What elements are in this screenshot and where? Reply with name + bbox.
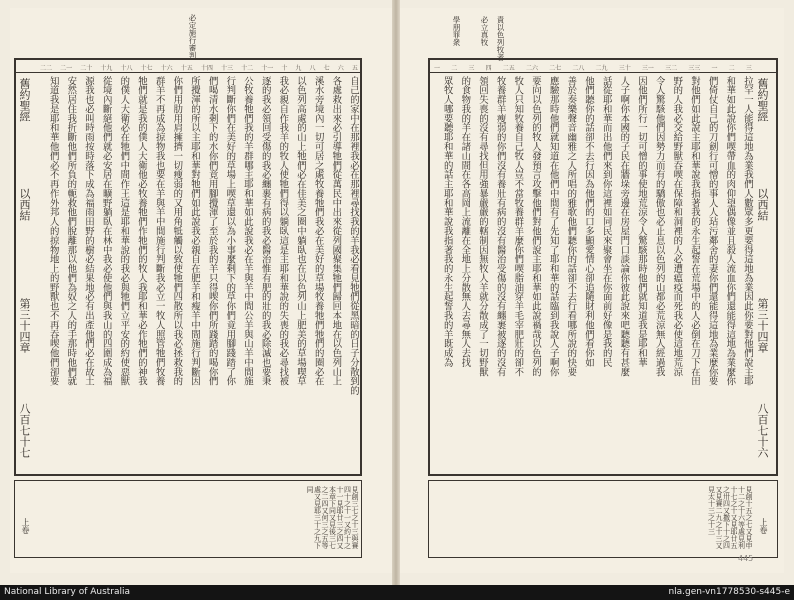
verse-number: 二一 [60, 65, 73, 72]
text-column: 群羊不再成為掠物我也要在羊與羊中間施行判斷我必立一牧人照管牠們牧養 [153, 76, 165, 386]
text-column: 安然居住我折斷他們所負的軛救他們脫離那以他們為奴之人的手那時他們就 [65, 76, 77, 386]
text-column: 牧養群羊瘦弱的你們沒有養壯有病的沒有醫治受傷的沒有纏裹被逐的沒有 [494, 76, 506, 377]
right-book-name: 以西結 [756, 188, 769, 221]
verse-number: 十七 [140, 65, 153, 72]
verse-number: 五 [351, 65, 358, 72]
right-page [400, 8, 784, 573]
verse-number: 一 [434, 65, 441, 72]
text-column: 源我也必叫時雨按時落下成為福雨田野的樹必結果地必有出產他們必在故土 [82, 76, 94, 386]
verse-number: 三一 [641, 65, 654, 72]
right-verse-numbers [434, 63, 752, 72]
verse-number: 三二 [665, 65, 678, 72]
text-column: 領回失喪的沒有尋找但用強暴嚴嚴的轄制因無牧人羊就分散成了一切野獸 [476, 76, 488, 377]
text-column: 以色列高處的山上牠們必在佳美之圈中躺臥也在以色列山上肥美的草場喫草 [294, 76, 306, 386]
right-page-number: 八百七十六 [756, 403, 769, 458]
text-column: 他們聽你的話卻不去行因為他們的口多顯愛情心卻追隨財利他們看你如 [582, 76, 594, 368]
verse-number: 十二 [241, 65, 254, 72]
verse-number: 三十 [618, 65, 631, 72]
text-column: 我必親自作我羊的牧人使牠們得以躺臥這是主耶和華說的失喪的我必尋找被 [277, 76, 289, 386]
verse-number: 二七 [549, 65, 562, 72]
left-chapter: 第三十四章 [18, 298, 31, 353]
text-column: 人子啊你本國的子民在牆垛旁邊在房屋門口談論你彼此說來吧聽聽有甚麼 [618, 76, 630, 377]
verse-number: 十四 [200, 65, 213, 72]
text-column: 你們用肋用肩擁擠一切瘦弱的又用角牴觸以致使牠們四散所以我必拯救我的 [171, 76, 183, 386]
text-column: 所攪渾的所以主耶和華對牠們如此說我必親自在肥羊和瘦羊中間施行判斷因 [188, 76, 200, 386]
left-page-number: 八百七十七 [18, 403, 31, 458]
right-footnotes: 見創十五之七又見申十二之十六等處見利十七之十又見耶廿五之卅四又撒下十之四又見賽二九之十三又見太十三之十三 [707, 486, 753, 549]
verse-number: 三 [745, 65, 752, 72]
verse-number: 二二 [40, 65, 53, 72]
verse-number: 二六 [525, 65, 538, 72]
left-volume: 上卷 [21, 518, 30, 534]
right-top-label-3: 學朋罪衆 [452, 16, 461, 46]
left-top-label-1: 必定施行審判 [188, 14, 197, 59]
text-column: 公牧養牠們我的羊群哪主耶和華如此說我必在羊與羊中間公羊與山羊中間施 [241, 76, 253, 386]
text-column: 令人驚駭他們因勢力而有的驕傲也必止息以色列的山都必荒涼無人經過我 [653, 76, 665, 377]
text-column: 各處救出來必引導牠們從萬民中出來從列國聚集牠們歸回本地在以色列山上 [330, 76, 342, 386]
text-column: 善於奏樂聲音幽雅之人所唱的雅歌他們聽你的話卻不去行看哪所說的快要 [565, 76, 577, 377]
verse-number: 十八 [120, 65, 133, 72]
verse-number: 六 [337, 65, 344, 72]
text-column: 話從耶和華而出他們來到你這裡如同民來聚會坐在你面前好像是我的民 [600, 76, 612, 368]
right-book-title: 舊約聖經 [756, 78, 769, 122]
text-column: 和華如此說你們喫帶血的肉仰望偶像並且殺人流血你們還能得這地為業麼你 [724, 76, 736, 386]
right-top-label-1: 責以色列牧者 [496, 16, 505, 61]
text-column: 知道我是耶和華他們必不再作外邦人的掠物地上的野獸也不再吞喫他們卻要 [47, 76, 59, 386]
text-column: 溪水旁境內一切可居之處牧養牠們我必在美好的草場牧養牠們牠們的圈必在 [312, 76, 324, 386]
verse-number: 十六 [160, 65, 173, 72]
gutter [392, 0, 400, 585]
right-chapter: 第三十四章 [756, 298, 769, 353]
verse-number: 二十 [80, 65, 93, 72]
left-footnotes: 見創三七之十三與賽四十之十一又約十之十一見耶廿三之四又本章下同又見後三七之二四又何三之五等處又見耶三十之九下同 [306, 486, 359, 549]
text-column: 自己的家中在那裡我必在那裡尋找我的羊我必看見牠們從黑暗的日子分散到的 [347, 76, 359, 396]
text-column: 逐的我必領回受傷的我必纏裹有病的我必醫治惟有肥的壯的我必除滅也要秉 [259, 76, 271, 386]
verse-number: 一 [711, 65, 718, 72]
verse-number: 十三 [220, 65, 233, 72]
text-column: 牧人只知牧養自己牧人豈不當牧養群羊麼你們喫脂油穿羊毛宰肥壯的卻不 [512, 76, 524, 377]
verse-number: 二 [451, 65, 458, 72]
verse-number: 八 [309, 65, 316, 72]
verse-number: 二八 [572, 65, 585, 72]
verse-number: 四 [485, 65, 492, 72]
right-columns [434, 76, 752, 464]
left-book-name: 以西結 [18, 188, 31, 221]
verse-number: 十 [281, 65, 288, 72]
left-book-title: 舊約聖經 [18, 78, 31, 122]
left-columns [40, 76, 358, 464]
right-top-label-2: 必立真牧 [480, 16, 489, 46]
footer-identifier: nla.gen-vn1778530-s445-e [668, 587, 790, 597]
right-rule [430, 72, 776, 73]
text-column: 們倚仗自己的刀劍行可憎的事人人玷污鄰舍的妻你們還能得這地為業麼你要 [706, 76, 718, 386]
left-page [10, 8, 392, 573]
pencil-page-mark: 445 [738, 554, 754, 563]
verse-number: 二五 [502, 65, 515, 72]
verse-number: 二九 [595, 65, 608, 72]
text-column: 從境內斷絕他們就必安居在曠野躺臥在林中我必使他們與我山的四圍成為福 [100, 76, 112, 386]
right-volume: 上卷 [759, 518, 768, 534]
text-column: 的食物我的羊在諸山間在各高岡上流離在全地上分散無人去尋無人去找 [459, 76, 471, 368]
verse-number: 三三 [688, 65, 701, 72]
text-column: 眾牧人哪要聽耶和華的話主耶和華說我指著我的永生起誓我的羊既成為 [441, 76, 453, 368]
left-verse-numbers [40, 63, 358, 72]
verse-number: 十五 [180, 65, 193, 72]
text-column: 們喝清水剩下的水你們竟用腳攪渾了至於我的羊只得喫你們所踐踏的喝你們 [206, 76, 218, 386]
footer-credit: National Library of Australia [4, 587, 131, 597]
verse-number: 九 [295, 65, 302, 72]
text-column: 拉罕一人能得這地為業我們人數眾多更要得這地為業因此你要對他們說主耶 [741, 76, 753, 386]
text-column: 的僕人大衛必在牠們中間作王這是耶和華說的我必與牠們立平安的約使惡獸 [118, 76, 130, 386]
text-column: 應驗那時他們就知道在他們中間有了先知了耶和華的話臨到我說人子啊你 [547, 76, 559, 377]
verse-number: 三 [468, 65, 475, 72]
verse-number: 二 [728, 65, 735, 72]
text-column: 野的人我必交給野獸吞喫在保障和洞裡的人必遭瘟疫而死我必使這地荒涼 [671, 76, 683, 377]
verse-number: 七 [323, 65, 330, 72]
left-rule [16, 72, 360, 73]
verse-number: 十九 [100, 65, 113, 72]
text-column: 牠們就是我的僕人大衛他必牧養牠們作牠們的牧人我耶和華必作牠們的神我 [135, 76, 147, 386]
text-column: 要向以色列的牧人發預言攻擊他們對他們說主耶和華如此說禍哉以色列的 [529, 76, 541, 377]
text-column: 行判斷你們在美好的草場上喫草還以為小事麼剩下的草你們竟用腳踐踏了你 [224, 76, 236, 386]
verse-number: 十一 [261, 65, 274, 72]
text-column: 因他們所行一切可憎的事使地荒涼令人驚駭那時他們就知道我是耶和華 [635, 76, 647, 368]
text-column: 對他們如此說主耶和華說我指著我的永生起誓在荒場中的人必倒在刀下在田 [688, 76, 700, 386]
footer-bar [0, 585, 794, 600]
